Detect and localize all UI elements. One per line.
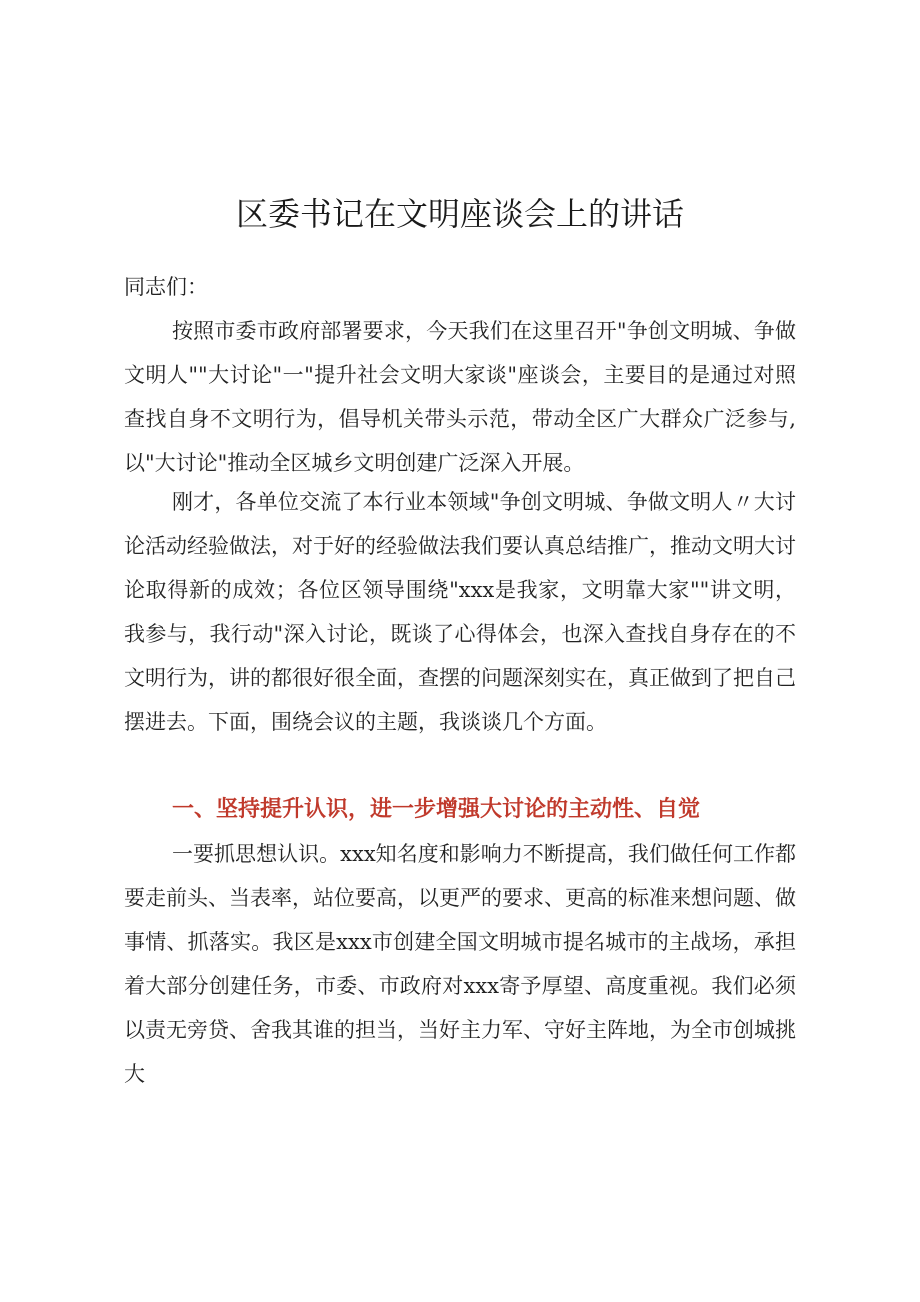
paragraph-intro: 按照市委市政府部署要求，今天我们在这里召开"争创文明城、争做文明人""大讨论"一"提升社会文明大家谈"座谈会，主要目的是通过对照查找自身不文明行为，倡导机关带头示范，带动全区广大群众广泛参与,以"大讨论"推动全区城乡文明创建广泛深入开展。 xyxy=(124,319,796,475)
document-title: 区委书记在文明座谈会上的讲话 xyxy=(235,195,684,233)
paragraph-review: 刚才，各单位交流了本行业本领域"争创文明城、争做文明人〃大讨论活动经验做法，对于好的经验做法我们要认真总结推广，推动文明大讨论取得新的成效；各位区领导围绕"xxx是我家，文明靠大家""讲文明，我参与，我行动"深入讨论，既谈了心得体会，也深入查找自身存在的不文明行为，讲的都很好很全面，查摆的问题深刻实在，真正做到了把自己摆进去。下面，围绕会议的主题，我谈谈几个方面。 xyxy=(124,490,796,734)
salutation: 同志们： xyxy=(124,275,208,299)
section-heading: 一、坚持提升认识，进一步增强大讨论的主动性、自觉 xyxy=(172,797,701,822)
paragraph-section-one: 一要抓思想认识。xxx知名度和影响力不断提高，我们做任何工作都要走前头、当表率，站位要高，以更严的要求、更高的标准来想问题、做事情、抓落实。我区是xxx市创建全国文明城市提名城市的主战场，承担着大部分创建任务，市委、市政府对xxx寄予厚望、高度重视。我们必须以责无旁贷、舍我其谁的担当，当好主力军、守好主阵地，为全市创城挑大 xyxy=(124,842,796,1086)
